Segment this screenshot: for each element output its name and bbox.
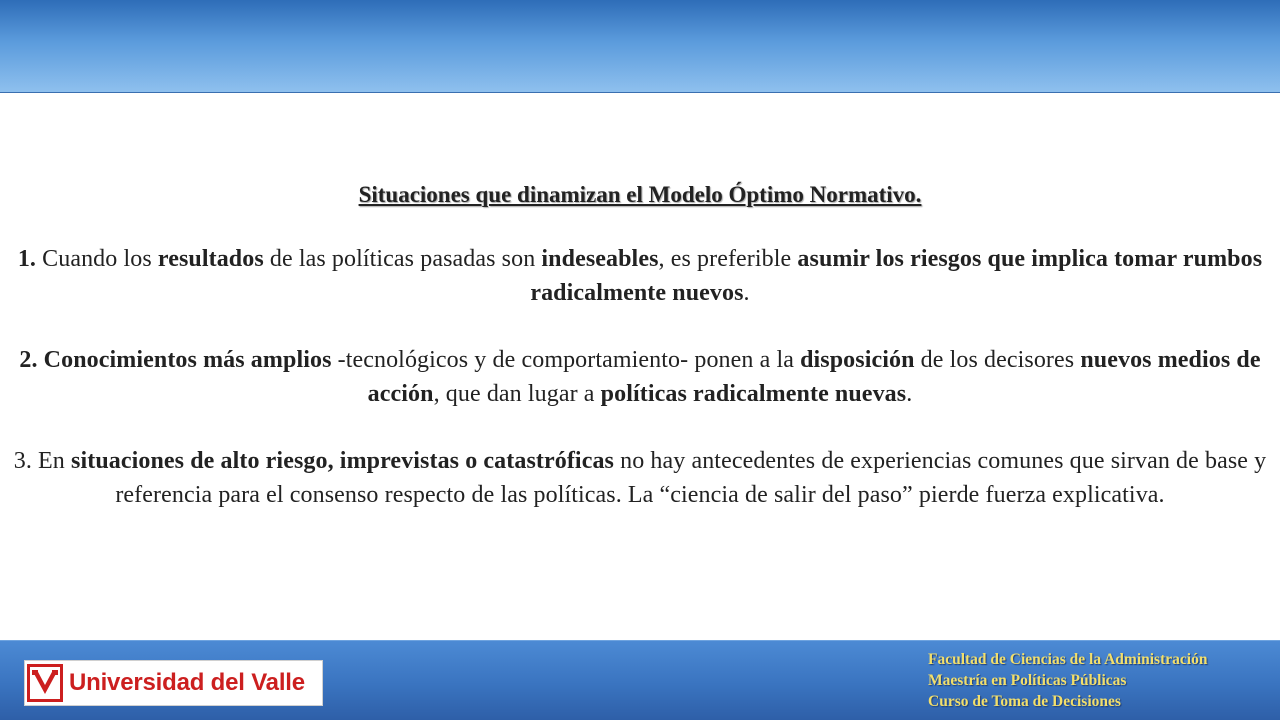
text-run: disposición [800, 347, 915, 373]
text-run: de las políticas pasadas son [263, 246, 542, 272]
footer-band [0, 640, 1280, 720]
header-band [0, 0, 1280, 93]
credits-line-course: Curso de Toma de Decisiones [928, 693, 1121, 710]
text-run: 1. [17, 246, 37, 272]
slide-content [6, 180, 1274, 545]
text-run: . [906, 381, 913, 407]
logo-text: Universidad del Valle [69, 669, 305, 696]
paragraph-3 [6, 444, 1274, 512]
text-run: Cuando los [36, 246, 158, 272]
text-run: situaciones de alto riesgo, imprevistas o catastróficas [71, 448, 614, 474]
text-run: no hay antecedentes de experiencias comunes que sirvan de base y referencia para el consenso respecto de las políticas. La “ciencia de salir del paso” pierde fuerza explicativa. [115, 448, 1267, 508]
text-run: políticas radicalmente nuevas [600, 381, 907, 407]
slide-title: Situaciones que dinamizan el Modelo Óptimo Normativo. [358, 182, 922, 207]
text-run: nuevos medios de acción [367, 347, 1261, 407]
text-run: . [743, 280, 750, 306]
text-run: 3. En [13, 448, 72, 474]
univalle-emblem-icon [27, 664, 63, 702]
text-run: , es preferible [658, 246, 798, 272]
text-run: -tecnológicos y de comportamiento- ponen a la [331, 347, 801, 373]
credits-line-faculty: Facultad de Ciencias de la Administración [928, 651, 1208, 668]
credits-line-program: Maestría en Políticas Públicas [928, 672, 1127, 689]
university-logo [24, 660, 323, 706]
footer-credits [928, 649, 1268, 712]
paragraph-1 [6, 242, 1274, 310]
paragraph-2 [6, 343, 1274, 411]
text-run: 2. Conocimientos más amplios [19, 347, 332, 373]
text-run: , que dan lugar a [433, 381, 601, 407]
text-run: de los decisores [914, 347, 1081, 373]
text-run: indeseables [541, 246, 659, 272]
text-run: resultados [157, 246, 264, 272]
text-run: asumir los riesgos que implica tomar rumbos radicalmente nuevos [530, 246, 1263, 306]
